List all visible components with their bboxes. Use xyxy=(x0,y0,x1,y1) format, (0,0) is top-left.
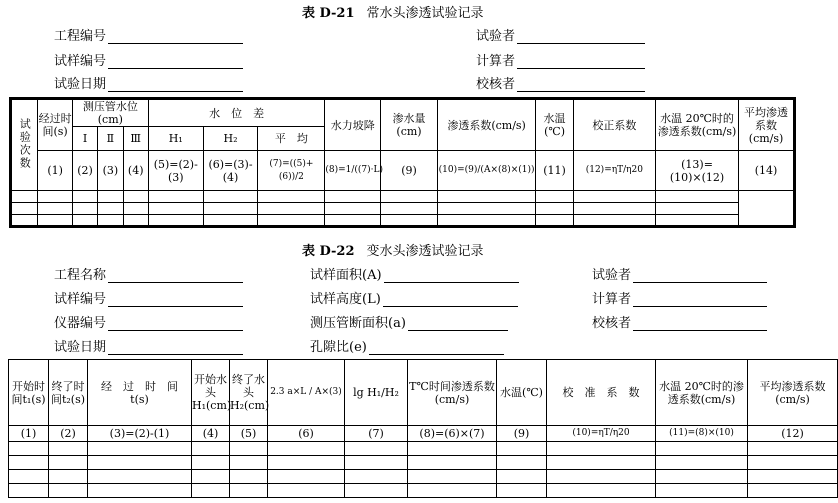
project-number-field: 工程编号 xyxy=(54,25,243,44)
formula-cell: (4) xyxy=(123,151,148,191)
table-row xyxy=(9,456,838,470)
formula-cell: (10)=(9)/(A×(8)×(1)) xyxy=(437,151,535,191)
header-log-ratio: lg H₁/H₂ xyxy=(345,360,408,426)
header-head-diff: 水 位 差 xyxy=(148,99,324,127)
table-d21-number: 表 D-21 xyxy=(302,6,355,21)
formula-cell: (9) xyxy=(381,151,438,191)
header-coef-t: T℃时间渗透系数(cm/s) xyxy=(408,360,497,426)
header-end-head: 终了水头H₂(cm) xyxy=(230,360,268,426)
formula-cell: (13)=(10)×(12) xyxy=(655,151,738,191)
header-piezo: 测压管水位(cm) xyxy=(72,99,148,127)
table-d21 xyxy=(9,97,796,228)
formula-cell: (5) xyxy=(230,426,268,442)
piezo-area-field: 测压管断面积(a) xyxy=(310,312,508,331)
checker-line xyxy=(517,77,645,92)
tester-line xyxy=(517,29,645,44)
checker-field: 校核者 xyxy=(476,73,645,92)
header-temp: 水温(℃) xyxy=(536,99,574,151)
table-row xyxy=(11,215,795,227)
header-h1: H₁ xyxy=(148,127,203,151)
header-piezo-3: Ⅲ xyxy=(123,127,148,151)
formula-cell: (8)=(6)×(7) xyxy=(408,426,497,442)
formula-cell: (12)=ηT/η20 xyxy=(573,151,655,191)
sample-area-field: 试样面积(A) xyxy=(310,264,519,283)
formula-cell: (5)=(2)-(3) xyxy=(148,151,203,191)
header-coef: 渗透系数(cm/s) xyxy=(437,99,535,151)
table-row xyxy=(11,203,795,215)
formula-cell: (1) xyxy=(9,426,49,442)
formula-cell: (11)=(8)×(10) xyxy=(656,426,748,442)
tester-field: 试验者 xyxy=(476,25,645,44)
header-elapsed-time: 经 过 时 间 t(s) xyxy=(88,360,192,426)
formula-cell: (6)=(3)-(4) xyxy=(203,151,258,191)
table-row xyxy=(9,470,838,484)
table-d22 xyxy=(8,359,838,498)
formula-cell: (10)=ηT/η20 xyxy=(547,426,656,442)
formula-cell: (2) xyxy=(72,151,97,191)
header-water-temp: 水温(℃) xyxy=(497,360,547,426)
formula-cell: (7)=((5)+(6))/2 xyxy=(258,151,325,191)
project-name-field: 工程名称 xyxy=(54,264,243,283)
calculator-field: 计算者 xyxy=(476,50,645,69)
test-date-line xyxy=(108,77,243,92)
formula-cell: (1) xyxy=(38,151,72,191)
formula-cell: (6) xyxy=(268,426,345,442)
formula-cell: (7) xyxy=(345,426,408,442)
header-piezo-2: Ⅱ xyxy=(98,127,123,151)
checker-field-2: 校核者 xyxy=(592,312,767,331)
header-coef20: 水温 20℃时的渗透系数(cm/s) xyxy=(656,360,748,426)
table-row xyxy=(9,442,838,456)
formula-cell: (12) xyxy=(748,426,838,442)
formula-cell: (8)=1/((7)·L) xyxy=(325,151,381,191)
tester-field-2: 试验者 xyxy=(592,264,767,283)
table-row xyxy=(9,484,838,498)
table-d22-number: 表 D-22 xyxy=(302,244,355,259)
sample-height-field: 试样高度(L) xyxy=(310,288,518,307)
instrument-number-field: 仪器编号 xyxy=(54,312,243,331)
formula-cell: (2) xyxy=(49,426,88,442)
sample-number-field: 试样编号 xyxy=(54,50,243,69)
test-date-field-2: 试验日期 xyxy=(54,336,243,355)
formula-cell: (4) xyxy=(192,426,230,442)
table-d22-title xyxy=(302,240,484,259)
void-ratio-field: 孔隙比(e) xyxy=(310,336,504,355)
test-date-field: 试验日期 xyxy=(54,73,243,92)
sample-number-line xyxy=(108,54,243,69)
header-seepage: 渗水量(cm) xyxy=(381,99,438,151)
header-end-time: 终了时间t₂(s) xyxy=(49,360,88,426)
header-trial-count: 试验次数 xyxy=(11,99,38,191)
sample-number-field-2: 试样编号 xyxy=(54,288,243,307)
formula-cell: (3) xyxy=(98,151,123,191)
table-row xyxy=(11,191,795,203)
header-corr: 校正系数 xyxy=(573,99,655,151)
header-avg-coef: 平均渗透系数(cm/s) xyxy=(748,360,838,426)
table-d21-name: 常水头渗透试验记录 xyxy=(366,6,484,21)
table-d21-title xyxy=(302,2,484,21)
header-factor: 2.3 a×L / A×(3) xyxy=(268,360,345,426)
header-coef20: 水温 20℃时的渗透系数(cm/s) xyxy=(655,99,738,151)
calculator-line xyxy=(517,54,645,69)
formula-cell: (14) xyxy=(739,151,795,191)
project-number-line xyxy=(108,29,243,44)
calculator-field-2: 计算者 xyxy=(592,288,767,307)
formula-cell: (9) xyxy=(497,426,547,442)
table-d22-name: 变水头渗透试验记录 xyxy=(366,244,484,259)
formula-cell: (11) xyxy=(536,151,574,191)
header-start-head: 开始水头H₁(cm) xyxy=(192,360,230,426)
header-avg: 平 均 xyxy=(258,127,325,151)
header-piezo-1: Ⅰ xyxy=(72,127,97,151)
header-gradient: 水力坡降 xyxy=(325,99,381,151)
header-start-time: 开始时间t₁(s) xyxy=(9,360,49,426)
formula-cell: (3)=(2)-(1) xyxy=(88,426,192,442)
header-elapsed: 经过时间(s) xyxy=(38,99,72,151)
header-correction: 校 准 系 数 xyxy=(547,360,656,426)
header-h2: H₂ xyxy=(203,127,258,151)
header-avgcoef: 平均渗透系数(cm/s) xyxy=(739,99,795,151)
